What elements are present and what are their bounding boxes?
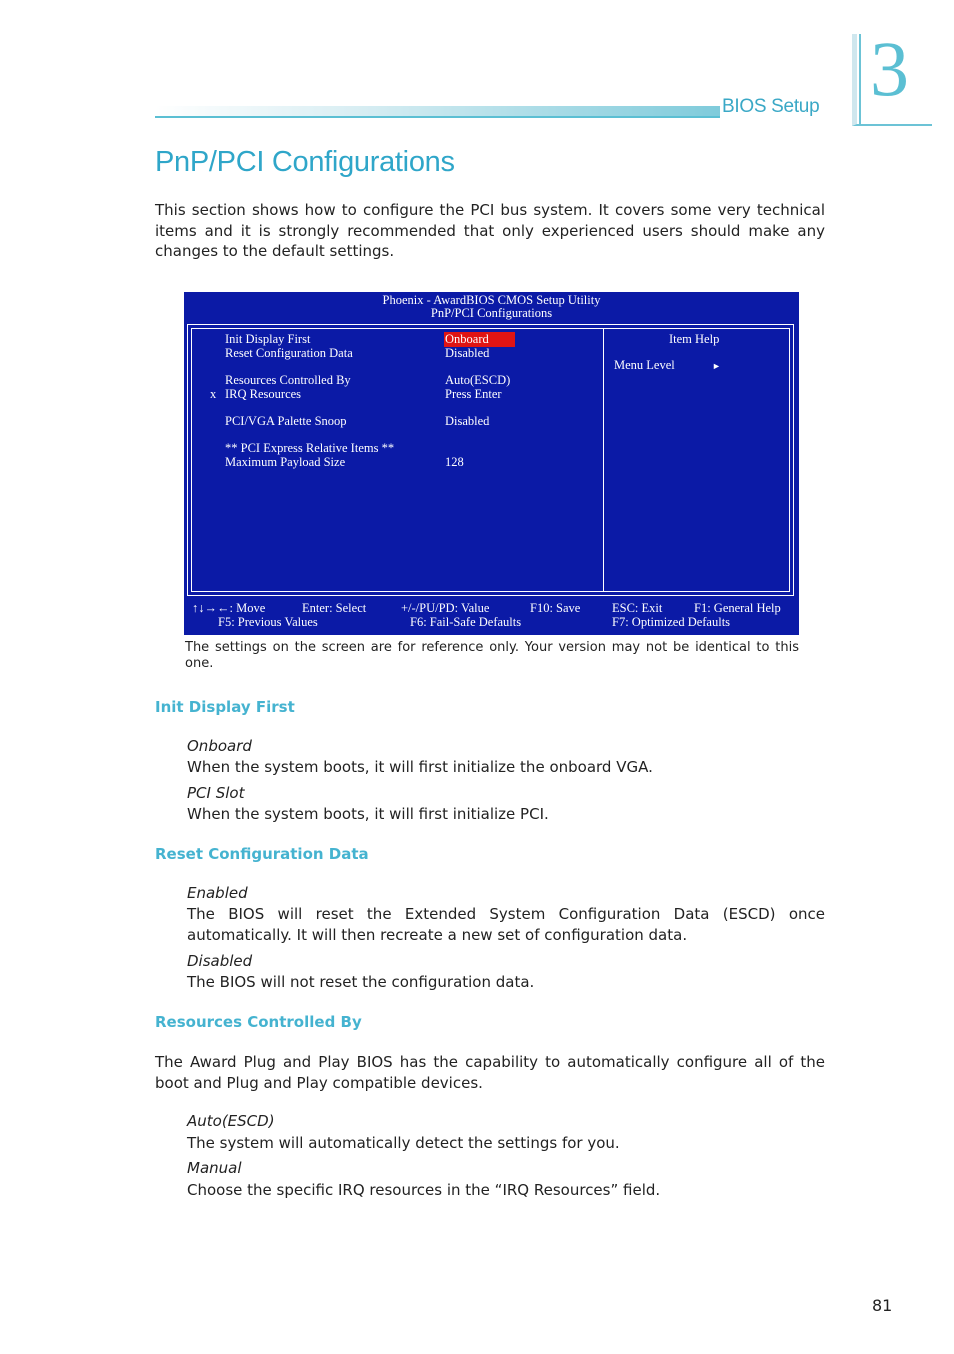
option-description: When the system boots, it will first initialize the onboard VGA. [187,758,653,776]
page-number: 81 [872,1296,893,1315]
bios-footer-exit: ESC: Exit [612,601,663,615]
option-description: The BIOS will reset the Extended System Configuration Data (ESCD) once automatically. It will then recreate a new set of configuration data. [187,905,825,944]
bios-item-value-selected[interactable]: Onboard [444,332,515,347]
bios-item-label[interactable]: Init Display First [225,332,311,346]
bios-item-label[interactable]: Maximum Payload Size [225,455,346,469]
bios-subtitle: PnP/PCI Configurations [430,306,553,320]
chapter-number: 3 [870,25,909,112]
option-description: The system will automatically detect the settings for you. [187,1134,620,1152]
bios-footer-select: Enter: Select [302,601,367,615]
option-description: When the system boots, it will first initialize PCI. [187,805,549,823]
bios-screenshot [184,292,799,635]
bios-item-label[interactable]: IRQ Resources [225,387,302,401]
bios-footer-help: F1: General Help [694,601,781,615]
option-name: PCI Slot [187,784,245,802]
option-name: Enabled [187,884,248,902]
option-name: Manual [187,1159,242,1177]
screenshot-caption: The settings on the screen are for reference only. Your version may not be identical to this one. [185,640,799,671]
bios-item-value[interactable]: Press Enter [445,387,502,401]
option-name: Onboard [187,737,252,755]
bios-item-value[interactable]: 128 [445,455,464,469]
bios-divider [603,328,604,591]
bios-footer-optimized: F7: Optimized Defaults [612,615,731,629]
intro-paragraph: This section shows how to configure the PCI bus system. It covers some very technical items and it is strongly recommended that only experienced users should make any changes to the default settings. [155,201,825,260]
option-name: Auto(ESCD) [187,1112,275,1130]
bios-footer-save: F10: Save [530,601,581,615]
option-description: Choose the specific IRQ resources in the “IRQ Resources” field. [187,1181,661,1199]
option-name: Disabled [187,952,253,970]
bios-item-label[interactable]: Resources Controlled By [225,373,351,387]
menu-level-arrow-icon: ► [712,361,721,371]
bios-item-help-title: Item Help [669,332,720,346]
section-heading: Init Display First [155,698,295,716]
bios-footer-value: +/-/PU/PD: Value [401,601,490,615]
section-intro: The Award Plug and Play BIOS has the capability to automatically configure all of the boot and Plug and Play compatible devices. [155,1053,825,1092]
bios-footer-failsafe: F6: Fail-Safe Defaults [410,615,522,629]
header-rule [155,116,720,118]
bios-item-label[interactable]: PCI/VGA Palette Snoop [225,414,347,428]
bios-item-value[interactable]: Disabled [445,414,490,428]
bios-item-value[interactable]: Disabled [445,346,490,360]
bios-footer-prev: F5: Previous Values [218,615,318,629]
section-label: BIOS Setup [722,96,820,117]
bios-item-disabled-marker: x [210,387,217,401]
bios-footer-move: ↑↓→←: Move [192,601,266,615]
bios-item-value[interactable]: Auto(ESCD) [445,373,511,387]
section-heading: Resources Controlled By [155,1013,362,1031]
option-description: The BIOS will not reset the configuration data. [187,973,535,991]
bios-item-label[interactable]: Reset Configuration Data [225,346,353,360]
bios-menu-level: Menu Level [614,358,675,372]
bios-group-heading: ** PCI Express Relative Items ** [225,441,395,455]
page-title: PnP/PCI Configurations [155,146,455,178]
bios-title: Phoenix - AwardBIOS CMOS Setup Utility [382,293,601,307]
section-heading: Reset Configuration Data [155,845,369,863]
